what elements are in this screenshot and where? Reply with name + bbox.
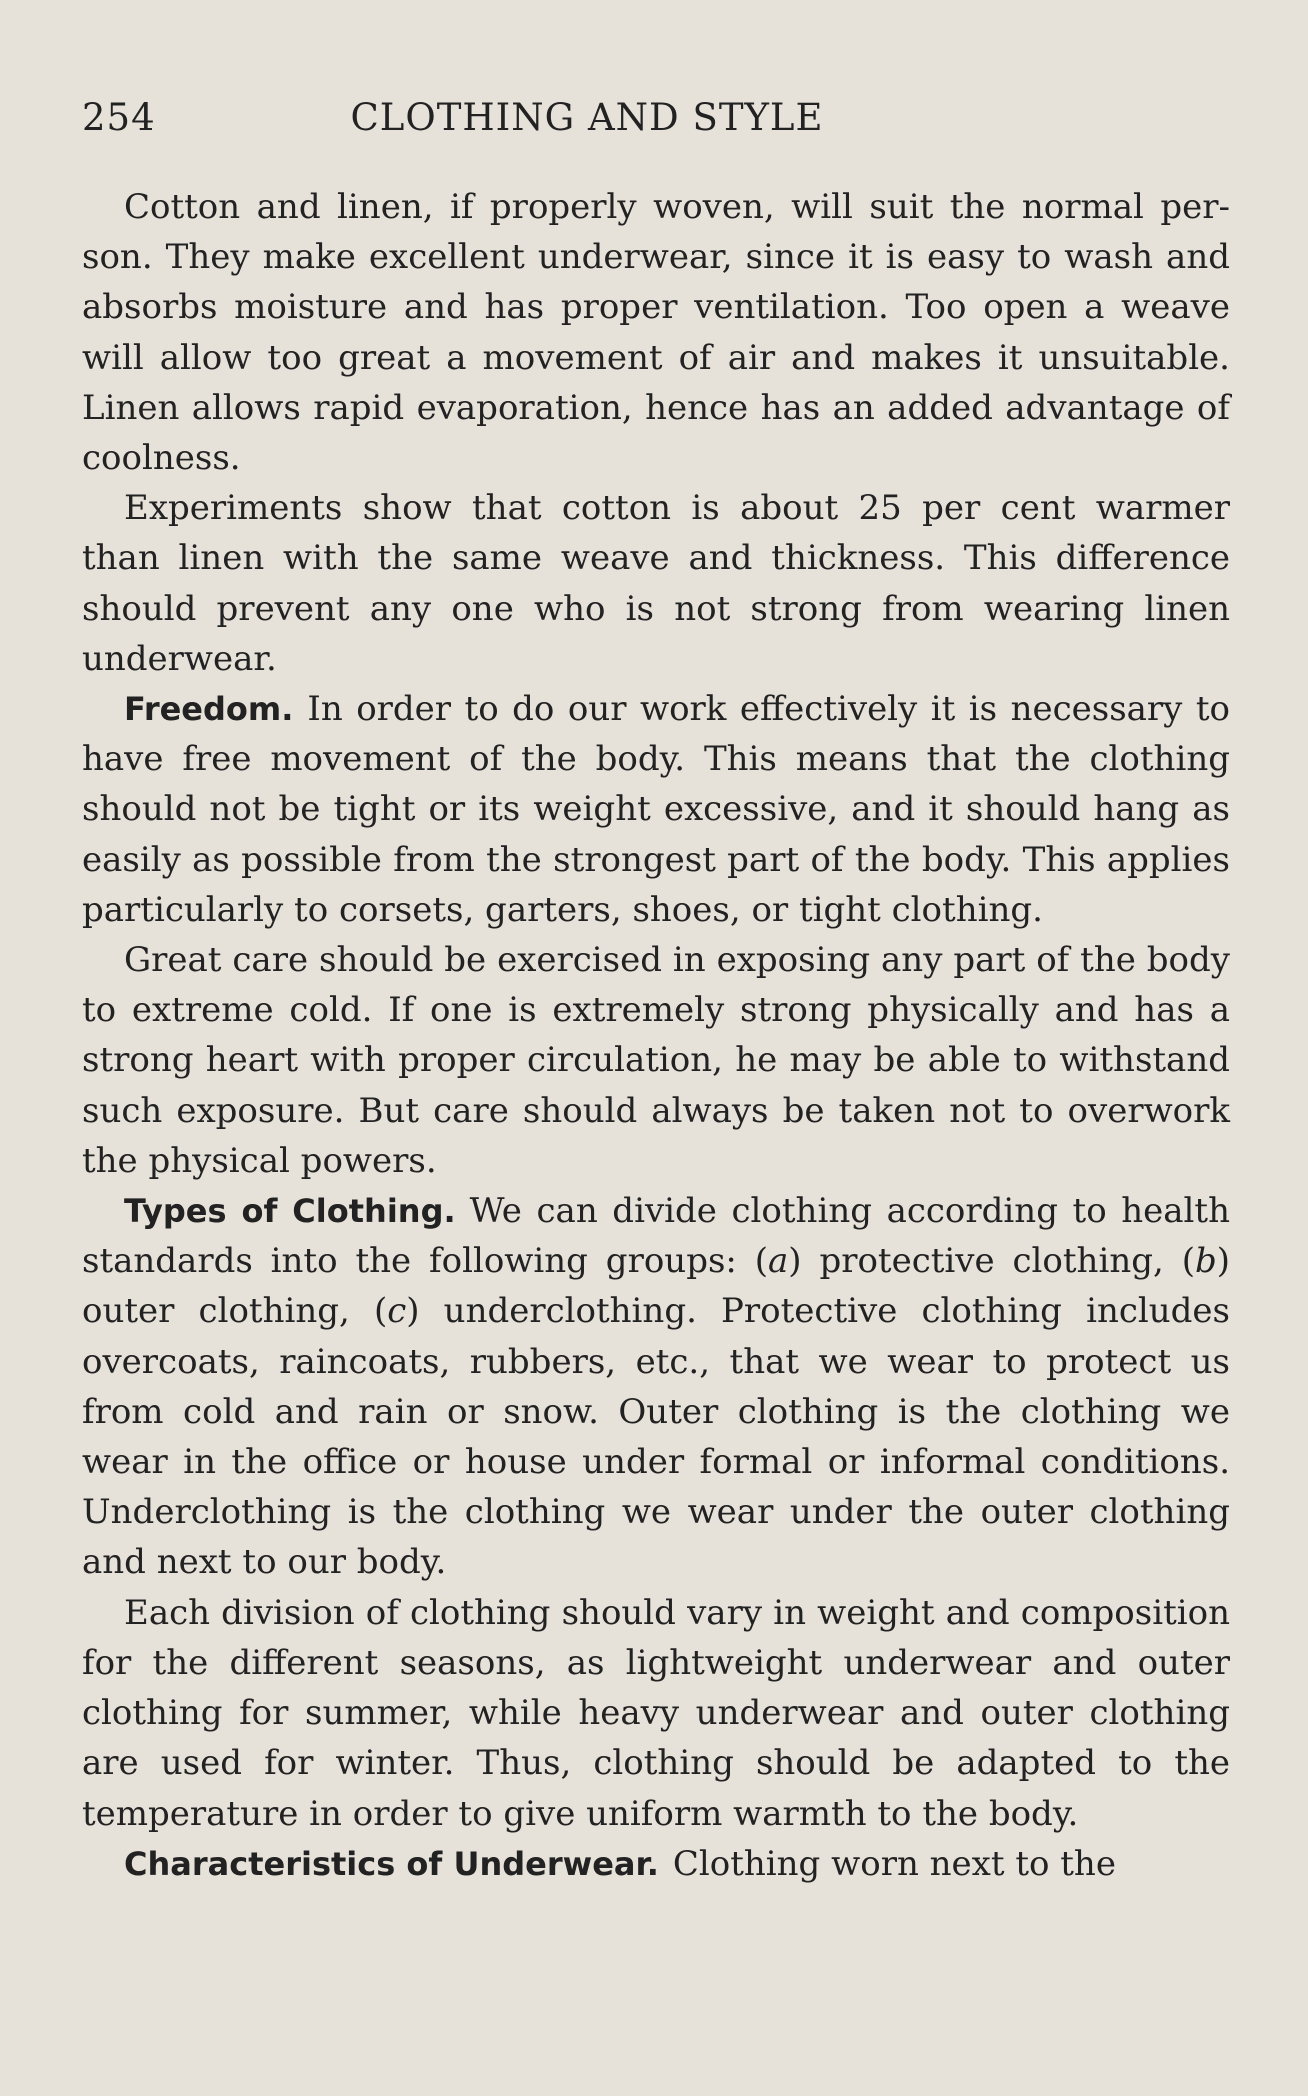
section-heading-types-of-clothing: Types of Clothing. [124,1192,456,1231]
paragraph-experiments [82,483,1230,684]
paragraph-underwear [82,1839,1230,1889]
page-number: 254 [82,96,156,139]
paragraph-cotton-linen [82,182,1230,483]
paragraph-text: Clothing worn next to the [672,1843,1116,1884]
section-heading-freedom: Freedom. [124,690,294,729]
book-title: CLOTHING AND STYLE [350,96,824,139]
paragraph-text: Experiments show that cotton is about 25 per cent warmer than linen with the same weave and thickness. This difference should prevent any one who is not strong from wearing linen underwear. [82,488,1230,679]
body-text [82,182,1230,1889]
paragraph-text: We can divide clothing according to health standards into the following groups: (a) protective clothing, (b) outer clothing, (c) underclothing. Protective clothing includes overcoats, raincoats, rubbers, etc., that we wear to protect us from cold and rain or snow. Outer clothing is the clothing we wear in the office or house under formal or informal conditions. Underclothing is the clothing we wear under the outer clothing and next to our body. [82,1191,1230,1583]
paragraph-exposure [82,935,1230,1186]
paragraph-text: Each division of clothing should vary in weight and composition for the different seasons, as lightweight underwear and outer clothing for summer, while heavy underwear and outer clothing are used for winter. Thus, clothing should be adapted to the temperature in order to give uniform warmth to the body. [82,1592,1230,1834]
paragraph-text: Cotton and linen, if properly woven, will suit the normal person. They make excellent underwear, since it is easy to wash and absorbs moisture and has proper ventilation. Too open a weave will allow too great a movement of air and makes it unsuitable. Linen allows rapid evaporation, hence has an added advantage of coolness. [82,187,1230,479]
paragraph-types-of-clothing [82,1186,1230,1588]
paragraph-text: Great care should be exercised in exposing any part of the body to extreme cold. If one is extremely strong physically and has a strong heart with proper circulation, he may be able to withstand such exposure. But care should always be taken not to overwork the physical powers. [82,940,1230,1181]
paragraph-text: In order to do our work effectively it is necessary to have free movement of the body. This means that the clothing should not be tight or its weight excessive, and it should hang as easily as possible from the strongest part of the body. This applies particularly to corsets, garters, shoes, or tight clothing. [82,689,1230,930]
running-head [82,96,1232,146]
section-heading-characteristics-of-underwear: Characteristics of Underwear. [124,1844,659,1883]
paragraph-freedom [82,684,1230,935]
paragraph-seasons [82,1588,1230,1839]
